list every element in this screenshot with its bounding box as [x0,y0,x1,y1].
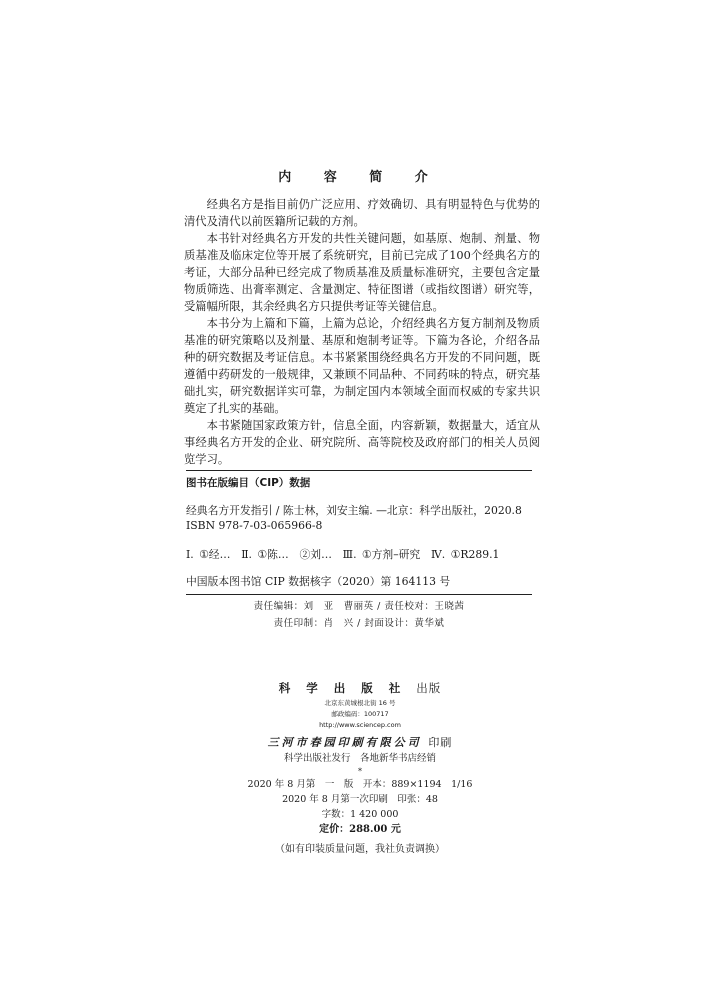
distribution-line: 科学出版社发行 各地新华书店经销 [283,753,436,764]
cip-block [186,470,532,632]
summary-paragraph: 本书分为上篇和下篇，上篇为总论，介绍经典名方复方制剂及物质基准的研究策略以及剂量、基原和炮制考证等。下篇为各论，介绍各品种的研究数据及考证信息。本书紧紧围绕经典名方开发的不同问题，既遵循中药研发的一般规律，又兼顾不同品种、不同药味的特点，研究基础扎实，研究数据详实可靠，为制定国内本领域全面而权威的专家共识奠定了扎实的基础。 [184,317,540,415]
cip-isbn: ISBN 978-7-03-065966-8 [186,519,323,532]
summary-paragraph: 本书针对经典名方开发的共性关键问题，如基原、炮制、剂量、物质基准及临床定位等开展了系统研究，目前已完成了100个经典名方的考证，大部分品种已经完成了物质基准及质量标准研究，主要包含定量物质筛选、出膏率测定、含量测定、特征图谱（或指纹图谱）研究等，受篇幅所限，其余经典名方只提供考证等关键信息。 [184,232,540,313]
printer-name-text: 三河市春园印刷有限公司 [267,736,422,749]
printer-suffix: 印刷 [428,736,453,749]
publisher-url: http://www.sciencep.com [319,721,401,729]
spec-block [0,777,720,822]
separator-star: * [358,767,362,776]
quality-notice: （如有印装质量问题，我社负责调换） [275,844,445,855]
edition-line: 2020 年 8 月第 一 版 开本：889×1194 1/16 [247,779,473,790]
credits [186,598,532,632]
credits-line: 责任印制：肖 兴 / 封面设计：黄华斌 [273,618,445,629]
cip-number: 中国版本图书馆 CIP 数据核字（2020）第 164113 号 [186,575,451,588]
summary-paragraph: 本书紧随国家政策方针，信息全面，内容新颖，数据量大，适宜从事经典名方开发的企业、研究院所、高等院校及政府部门的相关人员阅览学习。 [184,419,540,466]
price: 定价：288.00 元 [319,824,401,835]
cip-top-rule [186,470,532,471]
summary-section [184,196,540,468]
publisher-block [0,682,720,858]
publisher-suffix: 出版 [416,681,442,695]
page-title: 内 容 简 介 [278,170,442,185]
publisher-name-text: 科 学 出 版 社 [278,681,407,695]
publisher-name [0,682,720,694]
publisher-postcode: 邮政编码：100717 [331,710,389,718]
summary-paragraph: 经典名方是指目前仍广泛应用、疗效确切、具有明显特色与优势的清代及清代以前医籍所记载的方剂。 [184,198,540,228]
credits-line: 责任编辑：刘 亚 曹丽英 / 责任校对：王晓茜 [253,601,465,612]
word-count: 字数：1 420 000 [321,809,399,820]
cip-title: 图书在版编目（CIP）数据 [186,477,311,489]
printer-name [0,737,720,749]
cip-bottom-rule [186,594,532,595]
printing-line: 2020 年 8 月第一次印刷 印张：48 [282,794,438,805]
cip-book-line: 经典名方开发指引 / 陈士林，刘安主编. —北京：科学出版社，2020.8 [186,504,522,517]
cip-classification: Ⅰ. ①经… Ⅱ. ①陈… ②刘… Ⅲ. ①方剂–研究 Ⅳ. ①R289.1 [186,548,500,561]
publisher-address: 北京东黄城根北街 16 号 [324,699,396,707]
